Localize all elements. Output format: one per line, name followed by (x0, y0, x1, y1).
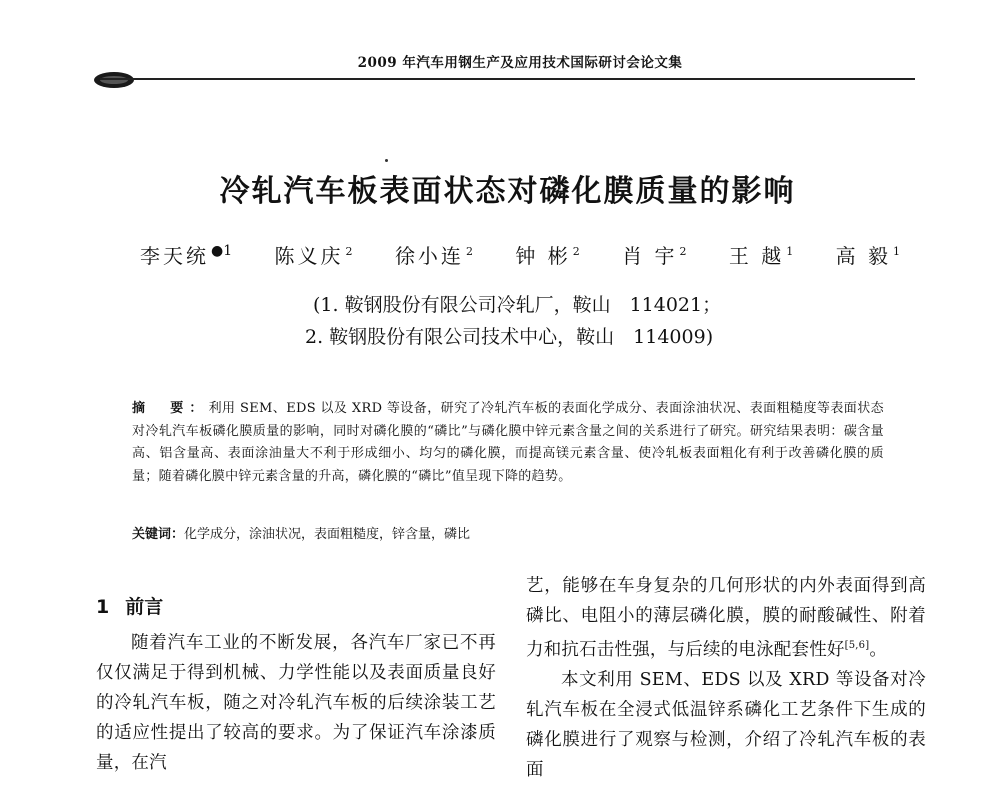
author: 李天统 $^{●1}$ (140, 243, 233, 268)
author-affil-mark: 2 (572, 245, 580, 259)
author-affil-mark: ●1 (211, 243, 233, 260)
author: 钟 彬 $^2$ (515, 244, 580, 268)
body-column-left (96, 628, 496, 778)
author-affil-mark: 2 (465, 245, 473, 259)
body-paragraph: 随着汽车工业的不断发展，各汽车厂家已不再仅仅满足于得到机械、力学性能以及表面质量良好的冷轧汽车板，随之对冷轧汽车板的后续涂装工艺的适应性提出了较高的要求。为了保证汽车涂漆质量，在汽 (96, 633, 496, 773)
affiliation-2: 2. 鞍钢股份有限公司技术中心，鞍山 114009) (305, 326, 714, 348)
header-ornament-icon (92, 70, 146, 90)
author-list (140, 240, 900, 272)
running-header: 2009 年汽车用钢生产及应用技术国际研讨会论文集 (357, 55, 683, 71)
abstract-label: 摘 要： (132, 401, 209, 416)
author: 王 越 $^1$ (728, 244, 794, 268)
decorative-dot (385, 159, 388, 162)
author-affil-mark: 2 (679, 245, 687, 259)
paper-title: 冷轧汽车板表面状态对磷化膜质量的影响 (219, 174, 796, 209)
author: 高 毅 $^1$ (835, 244, 900, 268)
author-affil-mark: 2 (345, 245, 353, 259)
author: 徐小连 $^2$ (394, 244, 473, 268)
keywords (132, 525, 884, 545)
keywords-text: 化学成分，涂油状况，表面粗糙度，锌含量，磷比 (184, 527, 471, 542)
header-rule (100, 78, 915, 80)
section-number: 1 (96, 596, 110, 618)
section-title: 前言 (125, 596, 164, 618)
abstract (132, 398, 884, 488)
body-paragraph: 艺，能够在车身复杂的几何形状的内外表面得到高磷比、电阻小的薄层磷化膜，膜的耐酸碱性、附着力和抗石击性强，与后续的电泳配套性好[5,6]。 (526, 576, 926, 660)
keywords-label: 关键词： (132, 527, 185, 542)
abstract-text: 利用 SEM、EDS 以及 XRD 等设备，研究了冷轧汽车板的表面化学成分、表面涂油状况、表面粗糙度等表面状态对冷轧汽车板磷化膜质量的影响，同时对磷化膜的“磷比”与磷化膜中锌元素含量之间的关系进行了研究。研究结果表明：碳含量高、铝含量高、表面涂油量大不利于形成细小、均匀的磷化膜，而提高镁元素含量、使冷轧板表面粗化有利于改善磷化膜的质量；随着磷化膜中锌元素含量的升高，磷化膜的“磷比”值呈现下降的趋势。 (132, 401, 884, 484)
author-affil-mark: 1 (786, 245, 794, 259)
body-paragraph: 本文利用 SEM、EDS 以及 XRD 等设备对冷轧汽车板在全浸式低温锌系磷化工艺条件下生成的磷化膜进行了观察与检测，介绍了冷轧汽车板的表面 (526, 669, 926, 780)
author: 肖 宇 $^2$ (622, 244, 687, 268)
author: 陈义庆 $^2$ (274, 244, 353, 268)
author-affil-mark: 1 (893, 245, 900, 259)
citation: [5,6] (844, 640, 870, 651)
body-column-right (526, 571, 926, 785)
section-heading (96, 592, 163, 619)
affiliation-1: (1. 鞍钢股份有限公司冷轧厂，鞍山 114021； (313, 294, 722, 316)
